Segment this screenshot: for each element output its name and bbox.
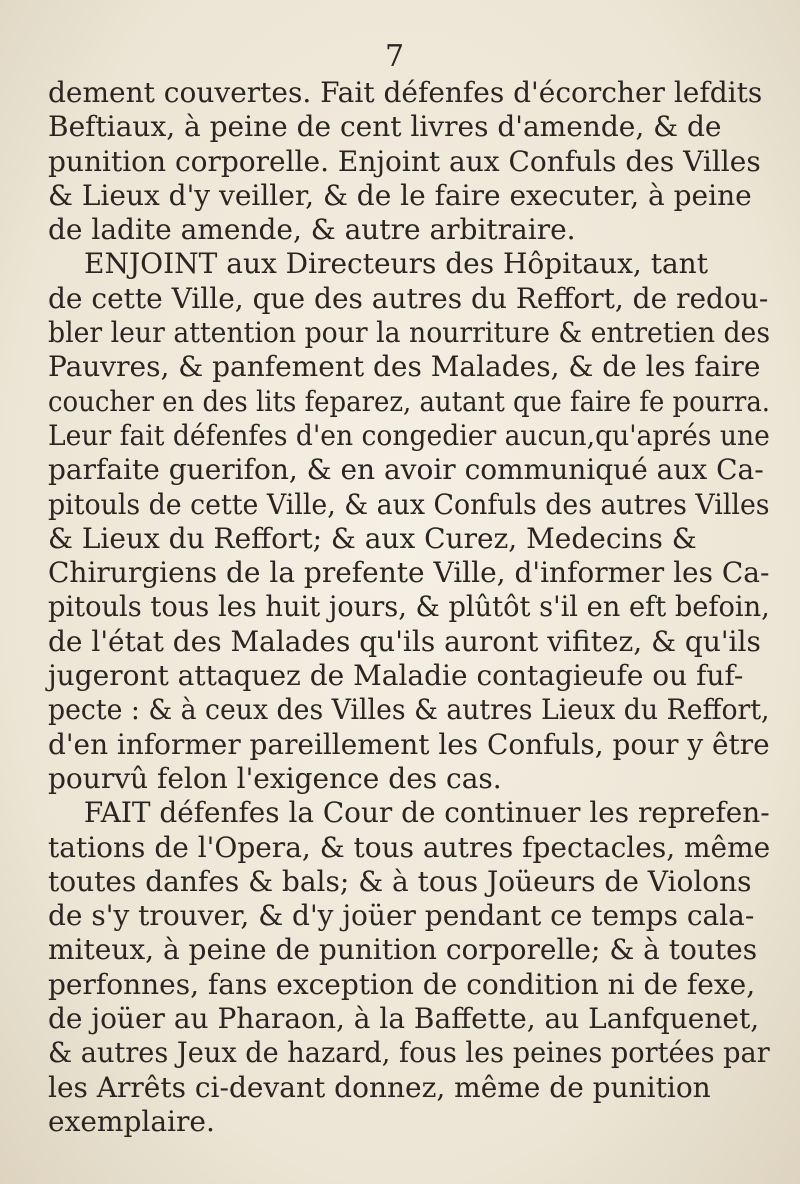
text-line: les Arrêts ci-devant donnez, même de punition [48, 1070, 711, 1104]
text-line: & autres Jeux de hazard, fous les peines portées par [48, 1036, 770, 1070]
text-line: Leur fait défenfes d'en congedier aucun,qu'aprés une [48, 418, 770, 452]
text-line: pitouls de cette Ville, & aux Confuls des autres Villes [48, 487, 770, 521]
text-line: bler leur attention pour la nourriture & entretien des [48, 316, 771, 350]
text-line: parfaite guerifon, & en avoir communiqué aux Ca- [48, 453, 764, 487]
text-line: exemplaire. [48, 1104, 215, 1138]
text-line: Chirurgiens de la prefente Ville, d'informer les Ca- [48, 556, 770, 590]
text-line: de cette Ville, que des autres du Reffort, de redou- [48, 281, 769, 315]
text-line: Beftiaux, à peine de cent livres d'amende, & de [48, 110, 722, 144]
text-line: Pauvres, & panfement des Malades, & de les faire [48, 350, 761, 384]
text-line: jugeront attaquez de Maladie contagieufe ou fuf- [48, 659, 744, 693]
text-line: de l'état des Malades qu'ils auront vifitez, & qu'ils [48, 624, 761, 658]
text-line: punition corporelle. Enjoint aux Confuls des Villes [48, 144, 761, 178]
text-line: ENJOINT aux Directeurs des Hôpitaux, tant [84, 247, 708, 281]
text-line: & Lieux d'y veiller, & de le faire executer, à peine [48, 178, 752, 212]
text-line: d'en informer pareillement les Confuls, pour y être [48, 727, 770, 761]
text-line: toutes danfes & bals; & à tous Joüeurs de Violons [48, 864, 752, 898]
text-line: miteux, à peine de punition corporelle; & à toutes [48, 933, 758, 967]
body-text [48, 76, 770, 1139]
text-line: perfonnes, fans exception de condition ni de fexe, [48, 967, 756, 1001]
text-line: de s'y trouver, & d'y joüer pendant ce temps cala- [48, 899, 755, 933]
text-line: coucher en des lits feparez, autant que faire fe pourra. [48, 384, 771, 418]
page-number: 7 [385, 39, 405, 74]
text-line: FAIT défenfes la Cour de continuer les reprefen- [83, 796, 770, 830]
text-line: dement couvertes. Fait défenfes d'écorcher lefdits [48, 76, 763, 109]
text-line: pitouls tous les huit jours, & plûtôt s'il en eft befoin, [48, 590, 770, 624]
text-line: & Lieux du Reffort; & aux Curez, Medecins & [48, 521, 697, 555]
text-line: de joüer au Pharaon, à la Baffette, au Lanfquenet, [48, 1002, 760, 1036]
text-line: tations de l'Opera, & tous autres fpectacles, même [48, 830, 771, 864]
text-line: pourvû felon l'exigence des cas. [48, 761, 502, 795]
text-line: pecte : & à ceux des Villes & autres Lieux du Reffort, [48, 693, 770, 727]
text-line: de ladite amende, & autre arbitraire. [48, 213, 576, 247]
